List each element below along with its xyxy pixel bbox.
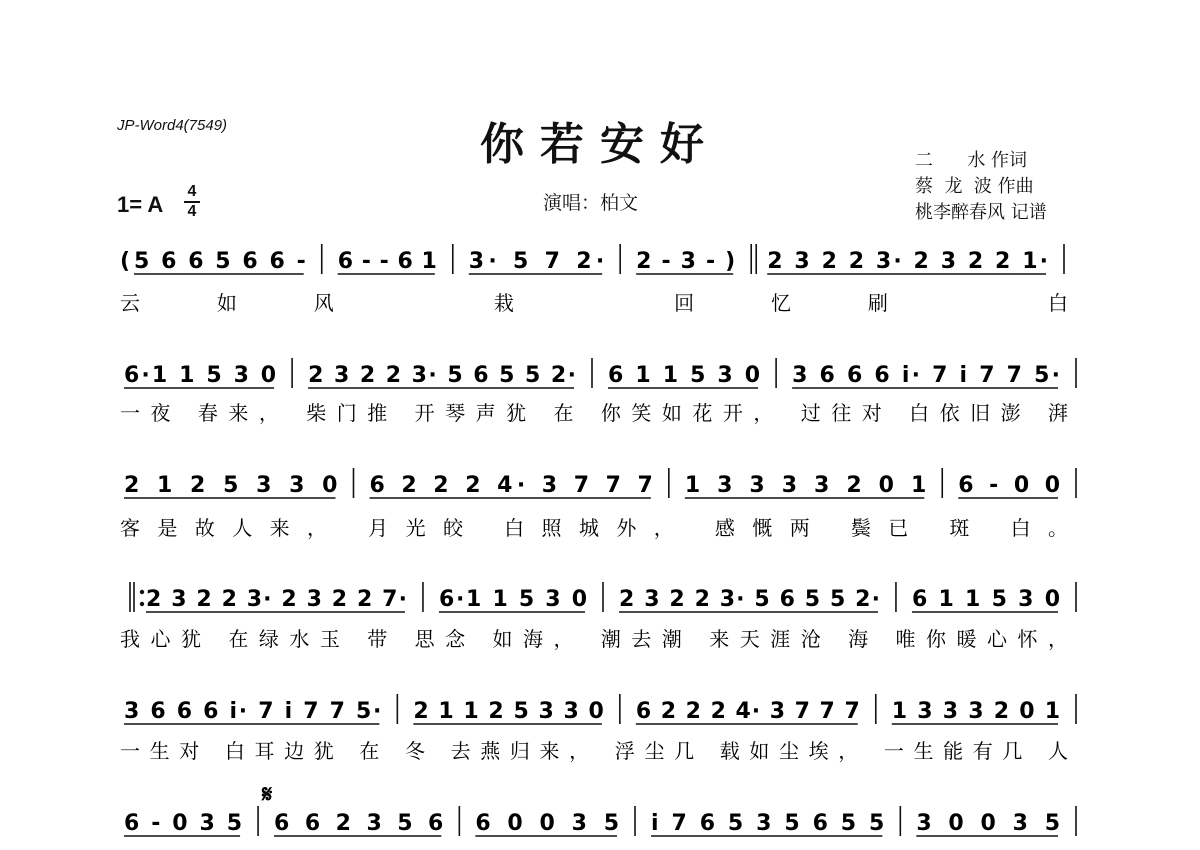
system-1 bbox=[120, 244, 1064, 274]
measure-notes: 3 0 0 3 5 bbox=[916, 811, 1060, 836]
system-2 bbox=[124, 358, 1076, 388]
system-5 bbox=[124, 694, 1076, 724]
composer-credit: 蔡 龙 波 作曲 bbox=[915, 176, 1034, 197]
measure-notes: 2 1 1 2 5 3 3 0 bbox=[413, 699, 604, 724]
transcriber-credit: 桃李醉春风 记谱 bbox=[915, 202, 1047, 223]
measure-notes: 1 3 3 3 3 2 0 1 bbox=[684, 473, 927, 498]
lyrics-group bbox=[120, 516, 1068, 540]
lyrics-group bbox=[120, 291, 1068, 315]
measure-notes: 6·1 1 5 3 0 bbox=[438, 587, 587, 612]
lyrics-group bbox=[120, 739, 1068, 763]
lyrics-group bbox=[120, 401, 1068, 425]
measure-notes: i 7 6 5 3 5 6 5 5 bbox=[651, 811, 885, 836]
paren: ( bbox=[120, 249, 131, 274]
measure-notes: 6 - 0 3 5 bbox=[124, 811, 243, 836]
system-4 bbox=[130, 582, 1076, 612]
measure-notes: 2 - 3 - ) bbox=[636, 249, 736, 274]
lyrics-line-4: 我心犹 在绿水玉 带 思念 如海， 潮去潮 来天涯沧 海 唯你暖心怀， bbox=[120, 627, 1068, 651]
lyrics-group bbox=[120, 627, 1068, 651]
measure-notes: 6 - - 6 1 bbox=[337, 249, 437, 274]
song-title: 你若安好 bbox=[480, 119, 720, 170]
measure-notes: 2 1 2 5 3 3 0 bbox=[124, 473, 338, 498]
segno-mark: 𝄋 bbox=[262, 780, 273, 808]
system-3 bbox=[124, 468, 1076, 498]
time-signature-bottom: 4 bbox=[187, 203, 197, 220]
measure-notes: 6 2 2 2 4· 3 7 7 7 bbox=[369, 473, 653, 498]
lyrics-line-1: 云如风 栽 回忆刷 白 bbox=[120, 291, 1068, 315]
software-label: JP-Word4(7549) bbox=[117, 117, 228, 134]
measure-notes: 6·1 1 5 3 0 bbox=[124, 363, 277, 388]
measure-notes: 6 1 1 5 3 0 bbox=[608, 363, 761, 388]
measure-notes: 5 6 6 5 6 6 - bbox=[134, 249, 306, 274]
singer-credit: 演唱：柏文 bbox=[543, 192, 639, 214]
measure-notes: 6 - 0 0 bbox=[958, 473, 1060, 498]
lyricist-credit: 二 水 作词 bbox=[915, 150, 1028, 171]
measure-notes: 3· 5 7 2· bbox=[468, 249, 605, 274]
key-signature: 1= A bbox=[117, 192, 164, 217]
system-6 bbox=[124, 806, 1076, 836]
measure-notes: 1 3 3 3 2 0 1 bbox=[891, 699, 1060, 724]
measure-notes: 2 3 2 2 3· 2 3 2 2 1· bbox=[767, 249, 1048, 274]
time-signature-top: 4 bbox=[187, 183, 197, 200]
measure-notes: 2 3 2 2 3· 5 6 5 5 2· bbox=[619, 587, 880, 612]
measure-notes: 6 2 2 2 4· 3 7 7 7 bbox=[635, 699, 860, 724]
measure-notes: 2 3 2 2 3· 2 3 2 2 7· bbox=[146, 587, 407, 612]
lyrics-line-5: 一生对 白耳边犹 在 冬 去燕归来， 浮尘几 载如尘埃， 一生能有几 人 bbox=[120, 739, 1068, 763]
measure-notes: 3 6 6 6 i· 7 i 7 7 5· bbox=[124, 699, 382, 724]
measure-notes: 2 3 2 2 3· 5 6 5 5 2· bbox=[308, 363, 576, 388]
lyrics-line-2: 一夜 春来， 柴门推 开琴声犹 在 你笑如花开， 过往对 白依旧澎 湃 bbox=[120, 401, 1068, 425]
measure-notes: 6 6 2 3 5 6 bbox=[274, 811, 444, 836]
notation-layer bbox=[120, 244, 1076, 836]
repeat-dot bbox=[140, 602, 144, 606]
repeat-dot bbox=[140, 590, 144, 594]
lyrics-line-3: 客是故人来， 月光皎 白照城外， 感慨两 鬓已 斑 白。 bbox=[120, 516, 1068, 540]
measure-notes: 6 1 1 5 3 0 bbox=[911, 587, 1060, 612]
measure-notes: 6 0 0 3 5 bbox=[475, 811, 620, 836]
measure-notes: 3 6 6 6 i· 7 i 7 7 5· bbox=[792, 363, 1060, 388]
